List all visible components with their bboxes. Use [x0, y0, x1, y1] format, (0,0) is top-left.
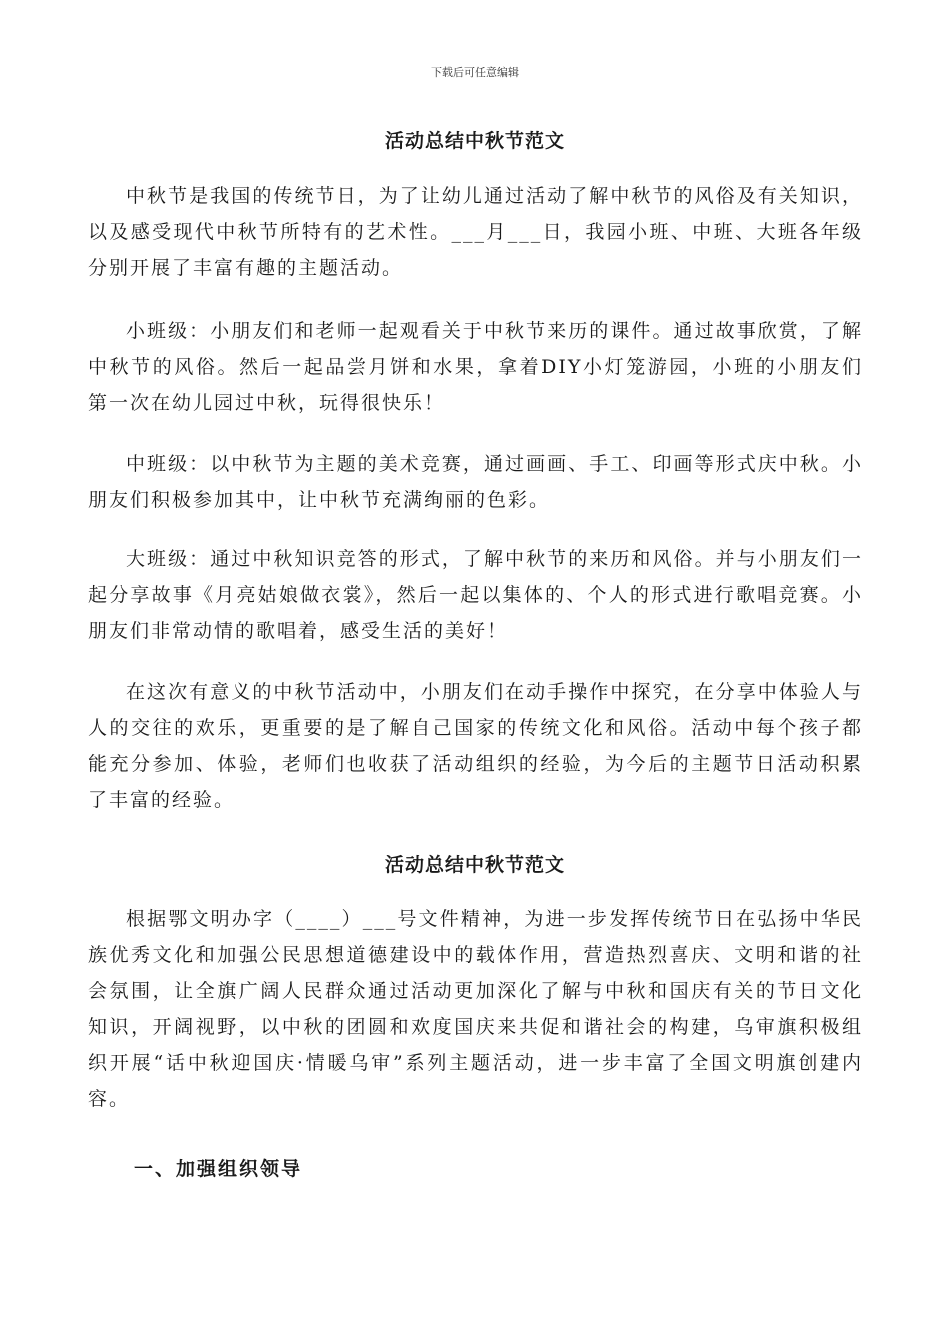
second-title: 活动总结中秋节范文 [384, 854, 565, 876]
paragraph-second-intro: 根据鄂文明办字（____）___号文件精神，为进一步发挥传统节日在弘扬中华民族优秀文化和加强公民思想道德建设中的载体作用，营造热烈喜庆、文明和谐的社会氛围，让全旗广阔人民群众通过活动更加深化了解与中秋和国庆有关的节日文化知识，开阔视野，以中秋的团圆和欢度国庆来共促和谐社会的构建，乌审旗积极组织开展“话中秋迎国庆·情暖乌审”系列主题活动，进一步丰富了全国文明旗创建内容。 [88, 908, 863, 1110]
paragraph-intro: 中秋节是我国的传统节日，为了让幼儿通过活动了解中秋节的风俗及有关知识，以及感受现代中秋节所特有的艺术性。___月___日，我园小班、中班、大班各年级分别开展了丰富有趣的主题活动。 [88, 185, 863, 279]
paragraph-middle-class: 中班级：以中秋节为主题的美术竞赛，通过画画、手工、印画等形式庆中秋。小朋友们积极参加其中，让中秋节充满绚丽的色彩。 [88, 453, 863, 511]
paragraph-small-class: 小班级：小朋友们和老师一起观看关于中秋节来历的课件。通过故事欣赏，了解中秋节的风俗。然后一起品尝月饼和水果，拿着DIY小灯笼游园，小班的小朋友们第一次在幼儿园过中秋，玩得很快乐！ [88, 320, 863, 414]
paragraph-large-class: 大班级：通过中秋知识竞答的形式，了解中秋节的来历和风俗。并与小朋友们一起分享故事《月亮姑娘做衣裳》，然后一起以集体的、个人的形式进行歌唱竞赛。小朋友们非常动情的歌唱着，感受生活的美好！ [88, 548, 863, 642]
section-heading: 一、加强组织领导 [134, 1158, 303, 1180]
header-note: 下载后可任意编辑 [431, 66, 519, 79]
paragraph-summary: 在这次有意义的中秋节活动中，小朋友们在动手操作中探究，在分享中体验人与人的交往的欢乐，更重要的是了解自己国家的传统文化和风俗。活动中每个孩子都能充分参加、体验，老师们也收获了活动组织的经验，为今后的主题节日活动积累了丰富的经验。 [88, 681, 863, 811]
page-title: 活动总结中秋节范文 [384, 130, 565, 152]
